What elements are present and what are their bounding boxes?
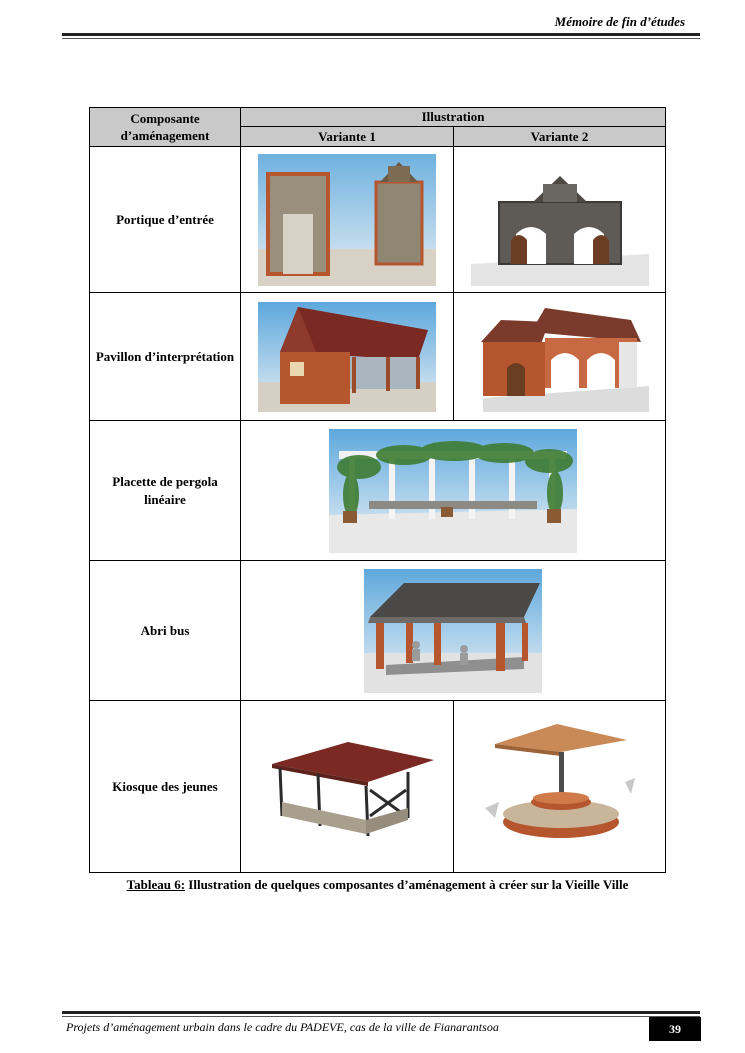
illustration-cell xyxy=(241,561,666,701)
pavillon-variant-1-image xyxy=(258,302,436,412)
portique-variant-2-image xyxy=(471,154,649,286)
pavillon-variant-2-image xyxy=(471,302,649,412)
illustration-cell xyxy=(241,421,666,561)
table-row xyxy=(90,701,666,873)
row-label-kiosque: Kiosque des jeunes xyxy=(90,701,241,873)
table-caption xyxy=(89,876,666,893)
header-rule xyxy=(62,33,700,36)
footer-rule xyxy=(62,1011,700,1014)
illustration-cell xyxy=(454,701,666,873)
row-label-pergola: Placette de pergola linéaire xyxy=(90,421,241,561)
kiosque-variant-1-image xyxy=(258,732,436,842)
table-row xyxy=(90,421,666,561)
illustration-cell xyxy=(241,701,454,873)
illustration-cell xyxy=(454,147,666,293)
illustration-cell xyxy=(241,293,454,421)
header-rule-thin xyxy=(62,38,700,39)
row-label-pavillon: Pavillon d’interprétation xyxy=(90,293,241,421)
row-label-portique: Portique d’entrée xyxy=(90,147,241,293)
illustration-cell xyxy=(241,147,454,293)
column-header-variant-1: Variante 1 xyxy=(241,127,454,147)
table-row xyxy=(90,561,666,701)
table-row xyxy=(90,147,666,293)
footer-text: Projets d’aménagement urbain dans le cadre du PADEVE, cas de la ville de Fianarantsoa xyxy=(66,1020,499,1034)
abri-bus-image xyxy=(364,569,542,693)
caption-lead: Tableau 6: xyxy=(126,877,186,892)
header-title: Mémoire de fin d’études xyxy=(554,14,685,29)
column-header-variant-2: Variante 2 xyxy=(454,127,666,147)
table-row xyxy=(90,293,666,421)
caption-text: Illustration de quelques composantes d’aménagement à créer sur la Vieille Ville xyxy=(185,877,629,892)
kiosque-variant-2-image xyxy=(485,722,635,852)
portique-variant-1-image xyxy=(258,154,436,286)
pergola-image xyxy=(329,429,577,553)
footer-rule-thin xyxy=(62,1016,700,1017)
illustration-cell xyxy=(454,293,666,421)
column-header-component: Composante d’aménagement xyxy=(90,108,241,147)
column-header-illustration: Illustration xyxy=(241,108,666,127)
page-number: 39 xyxy=(649,1017,701,1041)
row-label-abri-bus: Abri bus xyxy=(90,561,241,701)
components-table xyxy=(89,107,666,873)
